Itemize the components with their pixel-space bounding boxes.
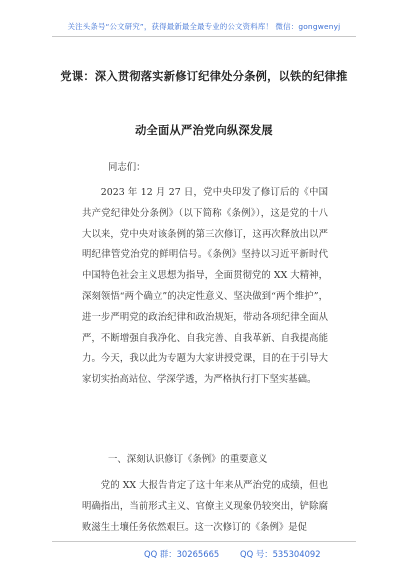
section-heading: 一、深刻认识修订《条例》的重要意义 [108, 454, 268, 465]
document-title-line-1: 党课：深入贯彻落实新修订纪律处分条例，以铁的纪律推 [60, 69, 348, 83]
header-banner: 关注头条号“公文研究”，获得最新最全最专业的公文资料库！ 微信：gongwenyj [67, 22, 341, 31]
body-paragraph-1 [82, 183, 328, 391]
greeting: 同志们： [108, 162, 146, 173]
body-paragraph-2 [82, 476, 328, 538]
footer-qq-number: QQ 号：535304092 [240, 549, 321, 559]
footer-qq-group: QQ 群：30265665 [144, 549, 220, 559]
header-divider [52, 36, 356, 37]
document-title-line-2: 动全面从严治党向纵深发展 [135, 123, 273, 137]
paragraph-1-text: 2023 年 12 月 27 日，党中央印发了修订后的《中国共产党纪律处分条例》（以下简称《条例》），这是党的十八大以来，党中央对该条例的第三次修订，这再次释放出以严明纪律管党治党的鲜明信号。《条例》坚持以习近平新时代中国特色社会主义思想为指导，全面贯彻党的 XX 大精神，深刻领悟“两个确立”的决定性意义、坚决做到“两个维护”，进一步严明党的政治纪律和政治规矩，带动各项纪律全面从严，不断增强自我净化、自我完善、自我革新、自我提高能力。今天，我以此为专题为大家讲授党课，目的在于引导大家切实抬高站位、学深学透，为严格执行打下坚实基础。 [82, 187, 328, 386]
paragraph-2-text: 党的 XX 大报告肯定了这十年来从严治党的成绩，但也明确指出，当前形式主义、官僚主义现象仍较突出，铲除腐败滋生土壤任务依然艰巨。这一次修订的《条例》是促 [82, 480, 328, 533]
footer-divider [52, 541, 356, 542]
